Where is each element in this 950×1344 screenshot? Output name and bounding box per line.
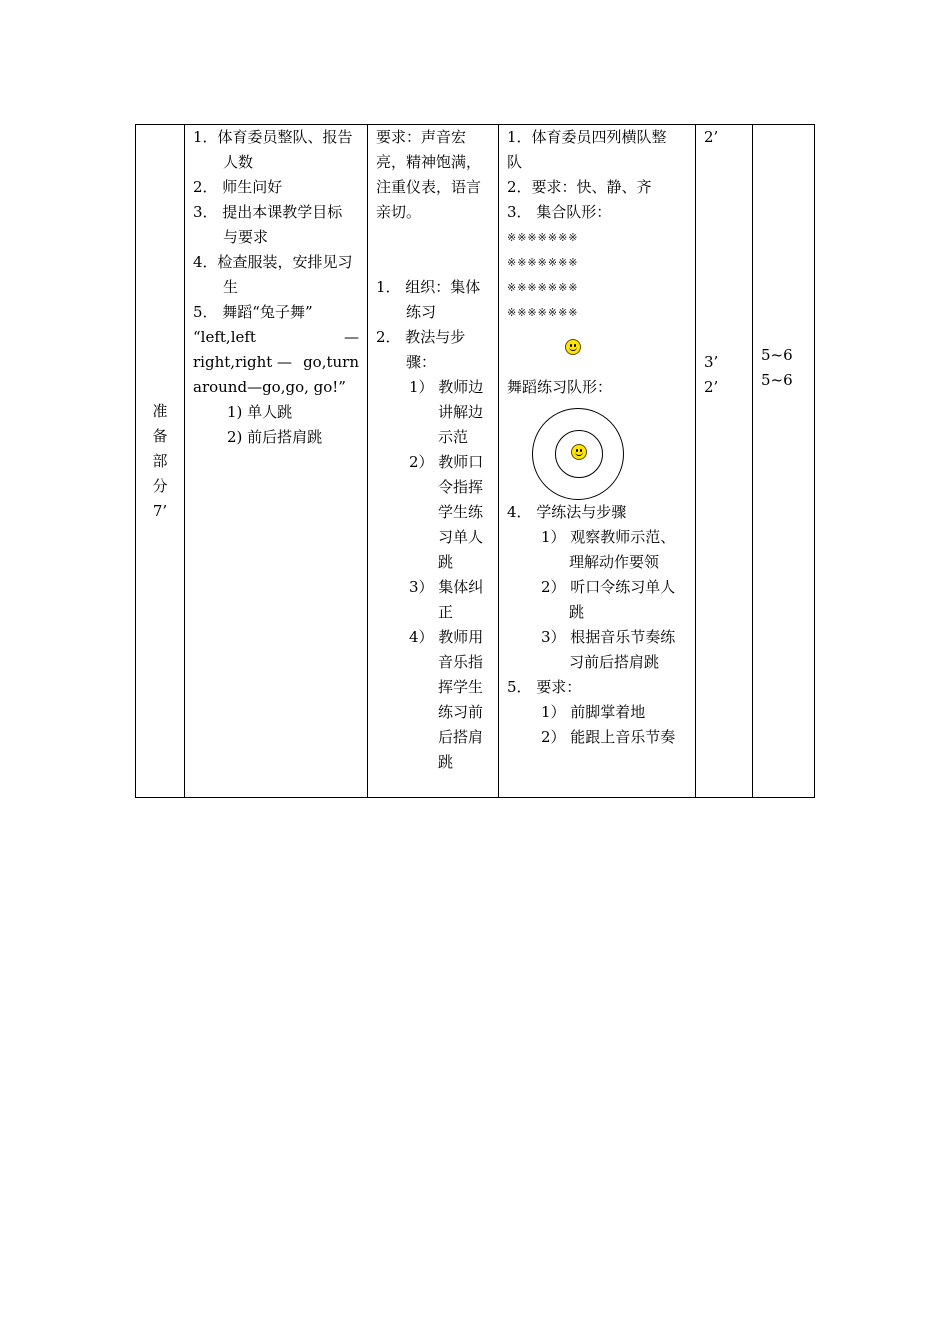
content-item-5: 5． 舞蹈“兔子舞” xyxy=(193,303,313,321)
practice-step-3-cont: 习前后搭肩跳 xyxy=(569,653,660,671)
practice-step-1-cont: 理解动作要领 xyxy=(569,553,660,571)
student-item-2: 2．要求：快、静、齐 xyxy=(507,178,652,196)
method-step-1-cont: 讲解边 xyxy=(438,403,484,421)
section-char: 分 xyxy=(152,476,168,495)
count-value: 5~6 xyxy=(761,371,793,389)
table-row xyxy=(136,125,815,798)
teacher-cell xyxy=(368,125,499,798)
method-step-4-cont: 后搭肩 xyxy=(438,728,484,746)
dance-formation-label: 舞蹈练习队形： xyxy=(507,378,613,396)
lesson-plan-table xyxy=(135,124,815,798)
formation-row: ※※※※※※※ xyxy=(507,256,579,269)
content-item-4-cont: 生 xyxy=(223,278,239,296)
teacher-method: 2． 教法与步 xyxy=(376,328,466,346)
content-item-2: 2． 师生问好 xyxy=(193,178,283,196)
method-step-1-cont: 示范 xyxy=(438,428,469,446)
smiley-face-icon xyxy=(571,444,587,460)
student-item-4: 4． 学练法与步骤 xyxy=(507,503,627,521)
formation-row: ※※※※※※※ xyxy=(507,281,579,294)
teacher-organization: 1． 组织：集体 xyxy=(376,278,481,296)
content-item-1: 1．体育委员整队、报告 xyxy=(193,128,353,146)
time-value: 2’ xyxy=(704,378,719,396)
content-item-4: 4．检查服装，安排见习 xyxy=(193,253,353,271)
teacher-organization-cont: 练习 xyxy=(406,303,437,321)
student-item-1-cont: 队 xyxy=(507,153,523,171)
section-char: 备 xyxy=(152,426,168,445)
method-step-4-cont: 练习前 xyxy=(438,703,484,721)
teacher-requirement: 亮，精神饱满， xyxy=(376,153,482,171)
teacher-requirement: 要求：声音宏 xyxy=(376,128,467,146)
count-cell xyxy=(753,125,815,798)
method-step-2-cont: 习单人 xyxy=(438,528,484,546)
method-step-1: 1） 教师边 xyxy=(409,378,484,396)
content-item-3: 3． 提出本课教学目标 xyxy=(193,203,343,221)
spacer xyxy=(376,225,490,275)
practice-step-1: 1） 观察教师示范、 xyxy=(541,528,676,546)
method-step-2-cont: 令指挥 xyxy=(438,478,484,496)
student-item-5: 5． 要求： xyxy=(507,678,582,696)
student-item-1: 1．体育委员四列横队整 xyxy=(507,128,667,146)
requirement-1: 1） 前脚掌着地 xyxy=(541,703,646,721)
formation-row: ※※※※※※※ xyxy=(507,231,579,244)
formation-row: ※※※※※※※ xyxy=(507,306,579,319)
practice-step-3: 3） 根据音乐节奏练 xyxy=(541,628,676,646)
content-cell xyxy=(185,125,368,798)
requirement-2: 2） 能跟上音乐节奏 xyxy=(541,728,676,746)
practice-step-2-cont: 跳 xyxy=(569,603,585,621)
method-step-2-cont: 跳 xyxy=(438,553,454,571)
lyric-text: right,right — xyxy=(193,353,293,371)
content-item-3-cont: 与要求 xyxy=(223,228,269,246)
student-cell xyxy=(499,125,696,798)
lyric-line-1 xyxy=(193,325,359,350)
section-duration: 7’ xyxy=(152,501,168,520)
lyric-text: go,turn xyxy=(303,353,359,371)
spacer xyxy=(761,125,806,343)
time-cell xyxy=(696,125,753,798)
teacher-method-cont: 骤： xyxy=(406,353,437,371)
lyric-line-3: around—go,go, go!” xyxy=(193,378,346,396)
lyric-text: — xyxy=(344,328,359,346)
sub-item-1: 1) 单人跳 xyxy=(227,403,293,421)
sub-item-2: 2) 前后搭肩跳 xyxy=(227,428,323,446)
spacer xyxy=(704,150,744,350)
method-step-4-cont: 跳 xyxy=(438,753,454,771)
method-step-4-cont: 音乐指 xyxy=(438,653,484,671)
method-step-3-cont: 正 xyxy=(438,603,454,621)
teacher-requirement: 注重仪表，语言 xyxy=(376,178,482,196)
section-cell xyxy=(136,125,185,798)
lyric-text: “left,left xyxy=(193,328,256,346)
content-item-1-cont: 人数 xyxy=(223,153,254,171)
count-value: 5~6 xyxy=(761,346,793,364)
section-char: 部 xyxy=(152,451,168,470)
practice-step-2: 2） 听口令练习单人 xyxy=(541,578,676,596)
method-step-2-cont: 学生练 xyxy=(438,503,484,521)
method-step-3: 3） 集体纠 xyxy=(409,578,484,596)
method-step-2: 2） 教师口 xyxy=(409,453,484,471)
smiley-face-icon xyxy=(565,339,581,355)
teacher-requirement: 亲切。 xyxy=(376,203,422,221)
method-step-4-cont: 挥学生 xyxy=(438,678,484,696)
teacher-position xyxy=(507,325,687,375)
time-value: 3’ xyxy=(704,353,719,371)
section-char: 准 xyxy=(152,401,168,420)
time-value: 2’ xyxy=(704,128,719,146)
lyric-line-2 xyxy=(193,350,359,375)
method-step-4: 4） 教师用 xyxy=(409,628,484,646)
student-item-3: 3． 集合队形： xyxy=(507,203,612,221)
